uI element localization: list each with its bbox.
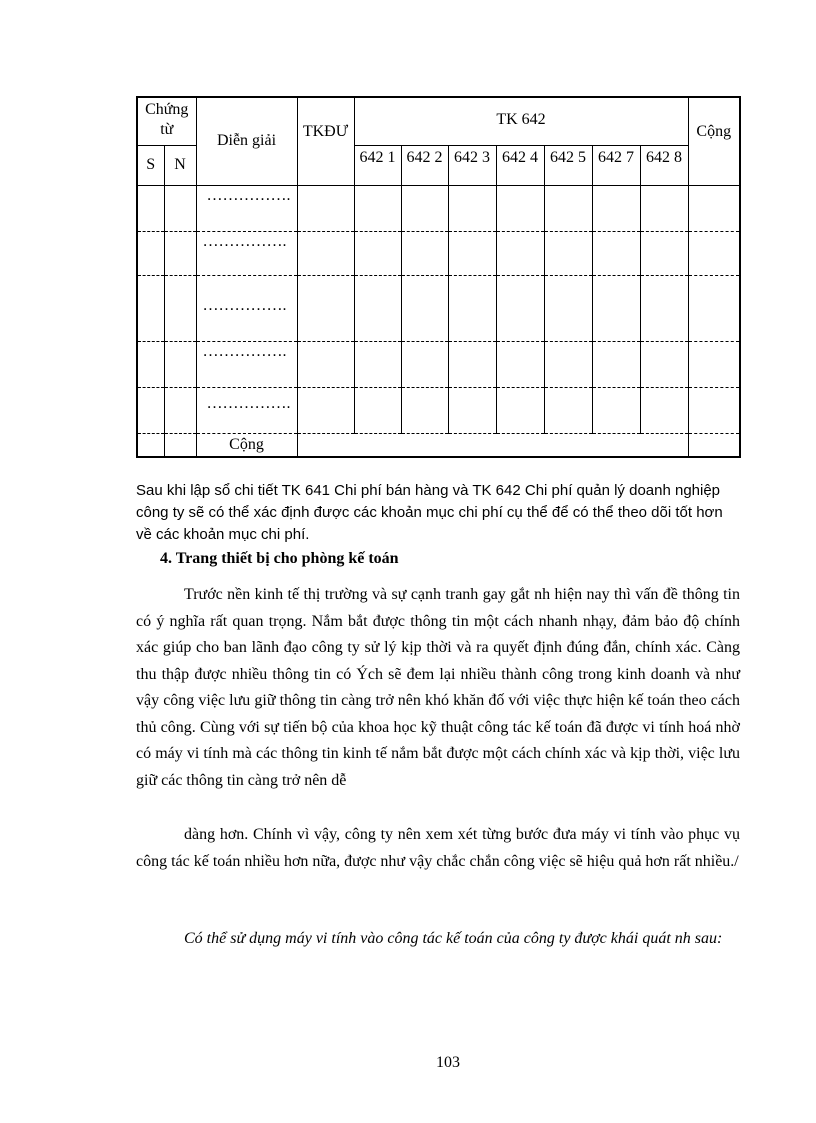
cell-value xyxy=(354,231,401,275)
table-row xyxy=(137,185,740,231)
table-total-row xyxy=(137,433,740,457)
cell-value xyxy=(640,231,688,275)
cell-cong xyxy=(688,387,740,433)
header-sub-account: 642 8 xyxy=(640,145,688,185)
cell-s xyxy=(137,185,164,231)
header-tkdu: TKĐƯ xyxy=(297,97,354,185)
cell-dien-giai: ……………. xyxy=(196,275,297,341)
body-paragraph-2: dàng hơn. Chính vì vậy, công ty nên xem xét từng bước đưa máy vi tính vào phục vụ công tác kế toán nhiều hơn nữa, được như vậy chắc chắn công việc sẽ hiệu quả hơn rất nhiều./ xyxy=(136,826,740,870)
cell-tkdu xyxy=(297,185,354,231)
italic-paragraph: Có thể sử dụng máy vi tính vào công tác kế toán của công ty được khái quát nh sau: xyxy=(184,930,723,947)
cell-value xyxy=(496,341,544,387)
header-sub-account: 642 4 xyxy=(496,145,544,185)
cell-value xyxy=(496,387,544,433)
cell-value xyxy=(354,341,401,387)
header-cong: Cộng xyxy=(688,97,740,185)
header-sub-account: 642 5 xyxy=(544,145,592,185)
cell-n xyxy=(164,387,196,433)
cell-cong xyxy=(688,185,740,231)
cell-value xyxy=(354,185,401,231)
cell-value xyxy=(448,341,496,387)
cell-value xyxy=(640,185,688,231)
cell-value xyxy=(401,275,448,341)
table-row xyxy=(137,387,740,433)
cell-value xyxy=(401,341,448,387)
cell-value xyxy=(401,231,448,275)
cell-value xyxy=(354,387,401,433)
cell-tkdu xyxy=(297,275,354,341)
cell-dien-giai: ……………. xyxy=(196,185,297,231)
cell-value xyxy=(496,185,544,231)
cell-value xyxy=(544,387,592,433)
cell-n xyxy=(164,231,196,275)
cell-s xyxy=(137,275,164,341)
header-sub-account: 642 1 xyxy=(354,145,401,185)
cell-value xyxy=(592,341,640,387)
cell-cong xyxy=(688,231,740,275)
total-value xyxy=(297,433,688,457)
cell-s xyxy=(137,231,164,275)
cell-value xyxy=(448,185,496,231)
header-chung-tu: Chứng từ xyxy=(137,97,196,145)
cell-value xyxy=(401,185,448,231)
cell-n xyxy=(164,433,196,457)
cell-value xyxy=(496,275,544,341)
cell-value xyxy=(401,387,448,433)
header-sub-account: 642 2 xyxy=(401,145,448,185)
cell-n xyxy=(164,275,196,341)
cell-value xyxy=(592,275,640,341)
total-cong xyxy=(688,433,740,457)
cell-value xyxy=(354,275,401,341)
table-row xyxy=(137,341,740,387)
header-tk642: TK 642 xyxy=(354,97,688,145)
header-sub-account: 642 3 xyxy=(448,145,496,185)
page-number: 103 xyxy=(436,1054,460,1071)
cell-value xyxy=(544,275,592,341)
table-row xyxy=(137,231,740,275)
cell-tkdu xyxy=(297,387,354,433)
cell-value xyxy=(496,231,544,275)
cell-tkdu xyxy=(297,341,354,387)
cell-value xyxy=(592,387,640,433)
expense-ledger-table xyxy=(136,96,741,458)
cell-value xyxy=(640,275,688,341)
cell-cong xyxy=(688,341,740,387)
header-dien-giai: Diễn giải xyxy=(196,97,297,185)
cell-dien-giai: ……………. xyxy=(196,387,297,433)
cell-value xyxy=(544,341,592,387)
summary-paragraph: Sau khi lập sổ chi tiết TK 641 Chi phí bán hàng và TK 642 Chi phí quản lý doanh nghiệp công ty sẽ có thể xác định được các khoản mục chi phí cụ thể để có thể theo dõi tốt hơn về các khoản mục chi phí. xyxy=(136,482,723,543)
cell-value xyxy=(592,185,640,231)
cell-s xyxy=(137,387,164,433)
cell-value xyxy=(448,231,496,275)
cell-cong xyxy=(688,275,740,341)
cell-value xyxy=(640,387,688,433)
cell-value xyxy=(640,341,688,387)
cell-tkdu xyxy=(297,231,354,275)
header-n: N xyxy=(164,145,196,185)
cell-value xyxy=(544,185,592,231)
cell-s xyxy=(137,341,164,387)
body-paragraph-1: Trước nền kinh tế thị trường và sự cạnh tranh gay gắt nh hiện nay thì vấn đề thông tin có ý nghĩa rất quan trọng. Nắm bắt được thông tin một cách nhanh nhạy, đảm bảo độ chính xác giúp cho ban lãnh đạo công ty sử lý kịp thời và ra quyết định đúng đắn, chính xác. Càng thu thập được nhiều thông tin có Ých sẽ đem lại nhiều thành công trong kinh doanh và như vậy công việc lưu giữ thông tin càng trở nên khó khăn đố với việc thực hiện kế toán theo cách thủ công. Cùng với sự tiến bộ của khoa học kỹ thuật công tác kế toán đã được vi tính hoá nhờ có máy vi tính mà các thông tin kinh tế nắm bắt được một cách chính xác và kịp thời, việc lưu giữ các thông tin càng trở nên dễ xyxy=(136,586,740,789)
cell-dien-giai: ……………. xyxy=(196,231,297,275)
cell-dien-giai: ……………. xyxy=(196,341,297,387)
cell-value xyxy=(544,231,592,275)
cell-value xyxy=(448,387,496,433)
total-label: Cộng xyxy=(196,433,297,457)
cell-n xyxy=(164,341,196,387)
cell-value xyxy=(448,275,496,341)
header-sub-account: 642 7 xyxy=(592,145,640,185)
header-s: S xyxy=(137,145,164,185)
cell-n xyxy=(164,185,196,231)
cell-value xyxy=(592,231,640,275)
section-heading: 4. Trang thiết bị cho phòng kế toán xyxy=(160,550,399,567)
cell-s xyxy=(137,433,164,457)
table-row xyxy=(137,275,740,341)
